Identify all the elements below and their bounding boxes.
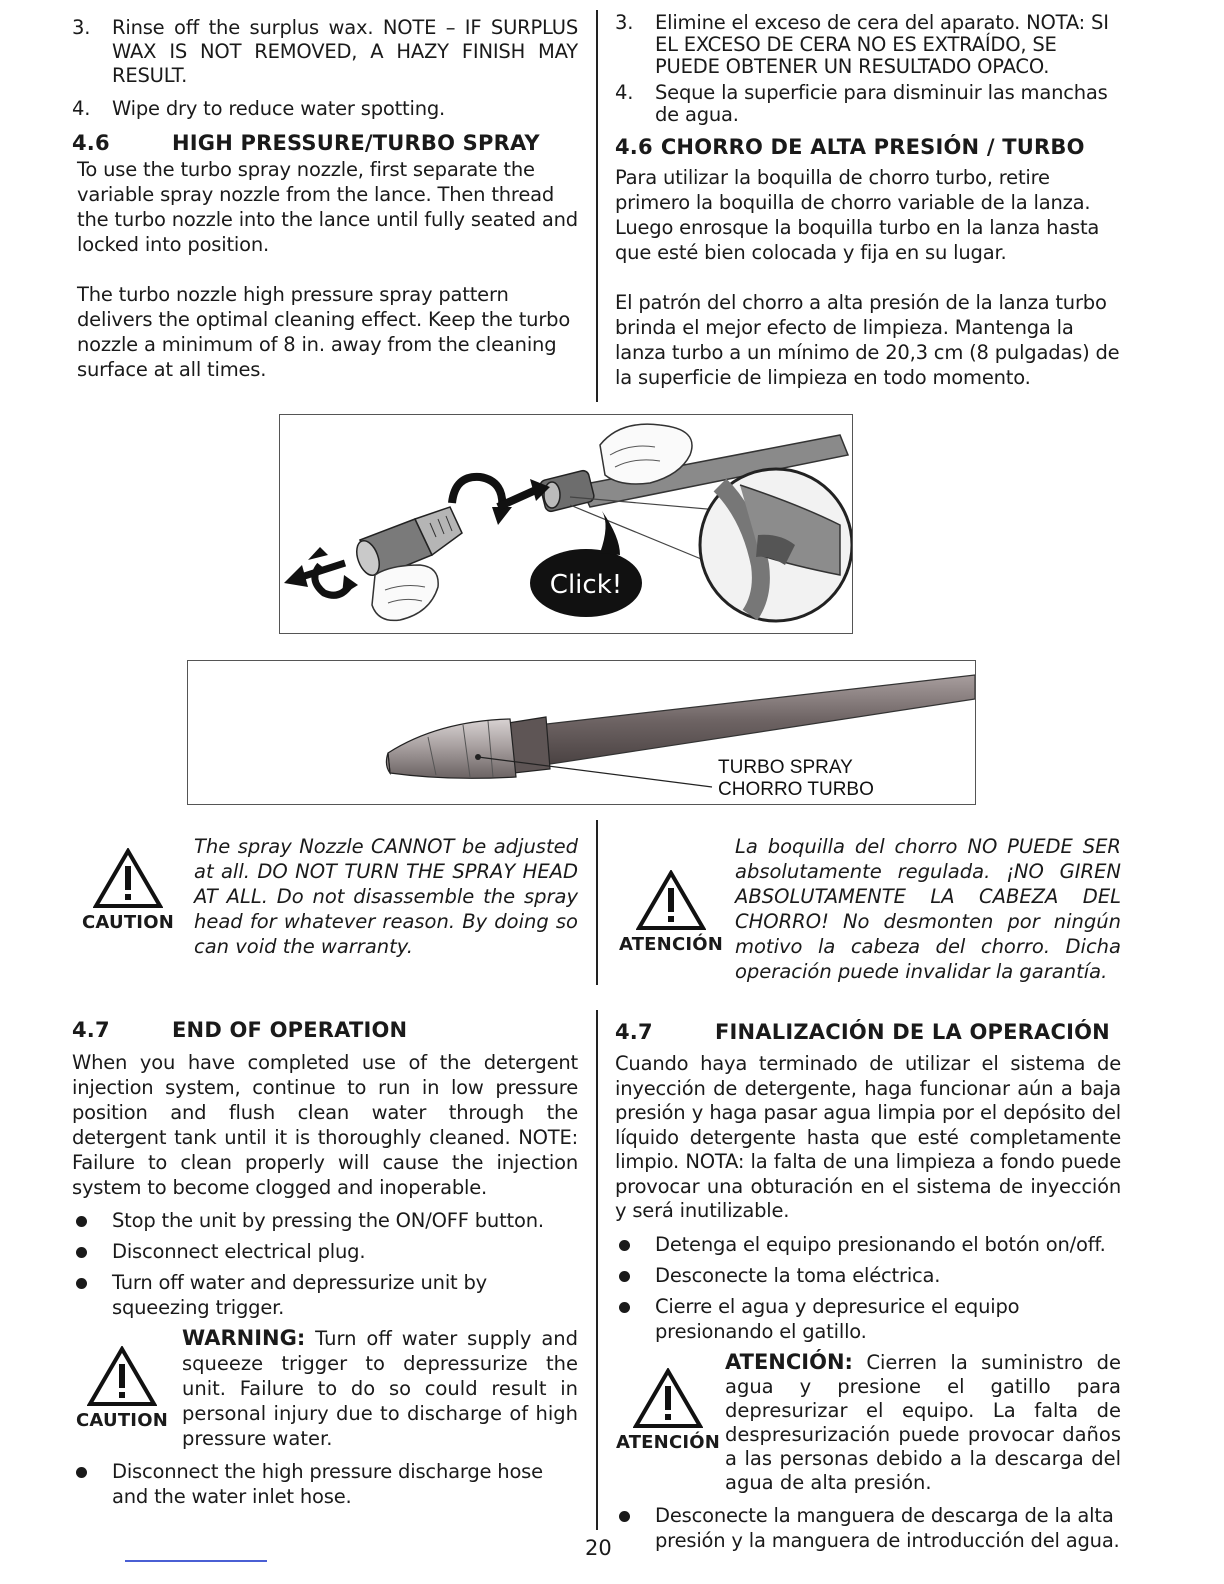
english-caution-block (72, 834, 578, 959)
step-number: 3. (615, 11, 634, 34)
step-text: Wipe dry to reduce water spotting. (112, 97, 446, 120)
list-item (72, 1459, 578, 1509)
caution-sign (72, 848, 184, 933)
label-english: TURBO SPRAY (718, 757, 853, 778)
warning-text: Cierren la suministro de agua y presione el gatillo para depresurizar el equipo. La falta de despresurización puede provocar daños a las personas debido a la descarga del agua de alta presión. (725, 1350, 1121, 1494)
caution-sign (72, 1346, 172, 1431)
spanish-top-section (615, 12, 1121, 390)
caution-text: The spray Nozzle CANNOT be adjusted at all. DO NOT TURN THE SPRAY HEAD AT ALL. Do not disassemble the spray head for whatever reason. By doing so can void the warranty. (194, 835, 578, 958)
caution-sign (615, 1368, 721, 1453)
turbo-spray-label (718, 757, 874, 801)
section-4-7-heading (72, 1018, 578, 1042)
paragraph: Para utilizar la boquilla de chorro turbo, retire primero la boquilla de chorro variable de la lanza. Luego enrosque la boquilla turbo en la lanza hasta que esté bien colocada y fija en su lugar. (615, 166, 1100, 264)
warning-triangle-icon (636, 870, 706, 932)
list-item (72, 97, 578, 121)
caution-text: La boquilla del chorro NO PUEDE SER absolutamente regulada. ¡NO GIREN ABSOLUTAMENTE LA CABEZA DEL CHORRO! No desmonten por ningún motivo la cabeza del chorro. Dicha operación puede invalidar la garantía. (735, 835, 1121, 983)
paragraph: When you have completed use of the detergent injection system, continue to run in low pressure position and flush clean water through the detergent tank until it is thoroughly cleaned. NOTE: Failure to clean properly will cause the injection system to become clogged and inoperable. (72, 1051, 578, 1199)
english-top-section (72, 16, 578, 382)
spanish-warning-block (615, 1350, 1121, 1495)
spanish-section-4-7 (615, 1020, 1121, 1559)
english-bullet-list-2 (72, 1459, 578, 1509)
turbo-spray-figure (187, 660, 976, 805)
bullet-text: Detenga el equipo presionando el botón on/off. (655, 1232, 1106, 1256)
warning-triangle-icon (93, 848, 163, 910)
spanish-caution-block (615, 834, 1121, 984)
section-title: END OF OPERATION (172, 1018, 408, 1042)
paragraph: Cuando haya terminado de utilizar el sistema de inyección de detergente, haga funcionar aún a baja presión y haga pasar agua limpia por el depósito del líquido detergente hasta que esté completamente limpio. NOTA: la falta de una limpieza a fondo puede provocar una obturación en el sistema de inyección y será inutilizable. (615, 1052, 1121, 1222)
english-steps-list (72, 16, 578, 121)
warning-triangle-icon (87, 1346, 157, 1408)
section-number: 4.6 (72, 131, 110, 155)
caution-label: CAUTION (76, 1410, 168, 1431)
warning-lead: ATENCIÓN: (725, 1349, 853, 1374)
section-4-7-heading (615, 1020, 1121, 1044)
column-divider-top (596, 10, 598, 402)
nozzle-attach-figure (279, 414, 853, 634)
section-number: 4.7 (72, 1018, 110, 1042)
paragraph: To use the turbo spray nozzle, first separate the variable spray nozzle from the lance. Then thread the turbo nozzle into the lance until fully seated and locked into position. (77, 158, 578, 256)
paragraph: The turbo nozzle high pressure spray pattern delivers the optimal cleaning effect. Keep the turbo nozzle a minimum of 8 in. away from the cleaning surface at all times. (77, 283, 571, 381)
step-text: Seque la superficie para disminuir las manchas de agua. (655, 81, 1108, 126)
list-item (72, 1208, 578, 1233)
section-number: 4.7 (615, 1020, 653, 1044)
list-item (72, 1270, 578, 1320)
caution-sign (615, 870, 727, 955)
section-title: CHORRO DE ALTA PRESIÓN / TURBO (660, 135, 1085, 159)
caution-label: ATENCIÓN (615, 1431, 721, 1453)
warning-paragraph (725, 1350, 1121, 1495)
list-item (72, 1239, 578, 1264)
bullet-text: Turn off water and depressurize unit by squeezing trigger. (112, 1271, 488, 1319)
section-number: 4.6 (615, 135, 653, 159)
click-bubble-text: Click! (549, 570, 623, 600)
spanish-steps-list (615, 12, 1121, 126)
bullet-text: Desconecte la manguera de descarga de la alta presión y la manguera de introducción del agua. (655, 1503, 1120, 1552)
section-title: FINALIZACIÓN DE LA OPERACIÓN (715, 1020, 1110, 1044)
paragraph: El patrón del chorro a alta presión de la lanza turbo brinda el mejor efecto de limpieza. Mantenga la lanza turbo a un mínimo de 20,3 cm (8 pulgadas) de la superficie de limpieza en todo momento. (615, 291, 1120, 389)
column-divider-middle (596, 820, 598, 985)
section-4-6-heading (615, 135, 1121, 159)
section-title: HIGH PRESSURE/TURBO SPRAY (172, 131, 540, 155)
step-number: 4. (72, 97, 91, 120)
step-text: Elimine el exceso de cera del aparato. NOTA: SI EL EXCESO DE CERA NO ES EXTRAÍDO, SE PUEDE OBTENER UN RESULTADO OPACO. (655, 11, 1109, 78)
warning-lead: WARNING: (182, 1326, 306, 1350)
caution-label: CAUTION (82, 912, 174, 933)
english-bullet-list (72, 1208, 578, 1320)
list-item (615, 1503, 1121, 1553)
page-number: 20 (585, 1536, 612, 1560)
list-item (615, 1232, 1121, 1257)
caution-label: ATENCIÓN (618, 934, 724, 955)
column-divider-bottom (596, 1010, 598, 1530)
spanish-bullet-list-2 (615, 1503, 1121, 1553)
warning-triangle-icon (633, 1368, 703, 1430)
list-item (615, 1263, 1121, 1288)
spanish-bullet-list (615, 1232, 1121, 1344)
list-item (615, 12, 1121, 78)
list-item (615, 82, 1121, 126)
list-item (615, 1294, 1121, 1344)
english-section-4-7 (72, 1018, 578, 1515)
step-text: Rinse off the surplus wax. NOTE – IF SURPLUS WAX IS NOT REMOVED, A HAZY FINISH MAY RESULT. (112, 16, 578, 87)
bullet-text: Disconnect electrical plug. (112, 1240, 366, 1263)
bullet-text: Desconecte la toma eléctrica. (655, 1263, 941, 1287)
step-number: 4. (615, 81, 634, 104)
bullet-text: Stop the unit by pressing the ON/OFF button. (112, 1209, 544, 1232)
bullet-text: Disconnect the high pressure discharge hose and the water inlet hose. (112, 1460, 543, 1508)
label-spanish: CHORRO TURBO (718, 779, 874, 800)
list-item (72, 16, 578, 88)
bullet-text: Cierre el agua y depresurice el equipo presionando el gatillo. (655, 1294, 1020, 1343)
footer-rule (125, 1560, 267, 1562)
step-number: 3. (72, 16, 91, 39)
warning-text: Turn off water supply and squeeze trigger to depressurize the unit. Failure to do so could result in personal injury due to discharge of high pressure water. (182, 1327, 578, 1450)
nozzle-attach-illustration (280, 415, 852, 633)
warning-paragraph (182, 1326, 578, 1451)
section-4-6-heading (72, 131, 578, 155)
english-warning-block (72, 1326, 578, 1451)
